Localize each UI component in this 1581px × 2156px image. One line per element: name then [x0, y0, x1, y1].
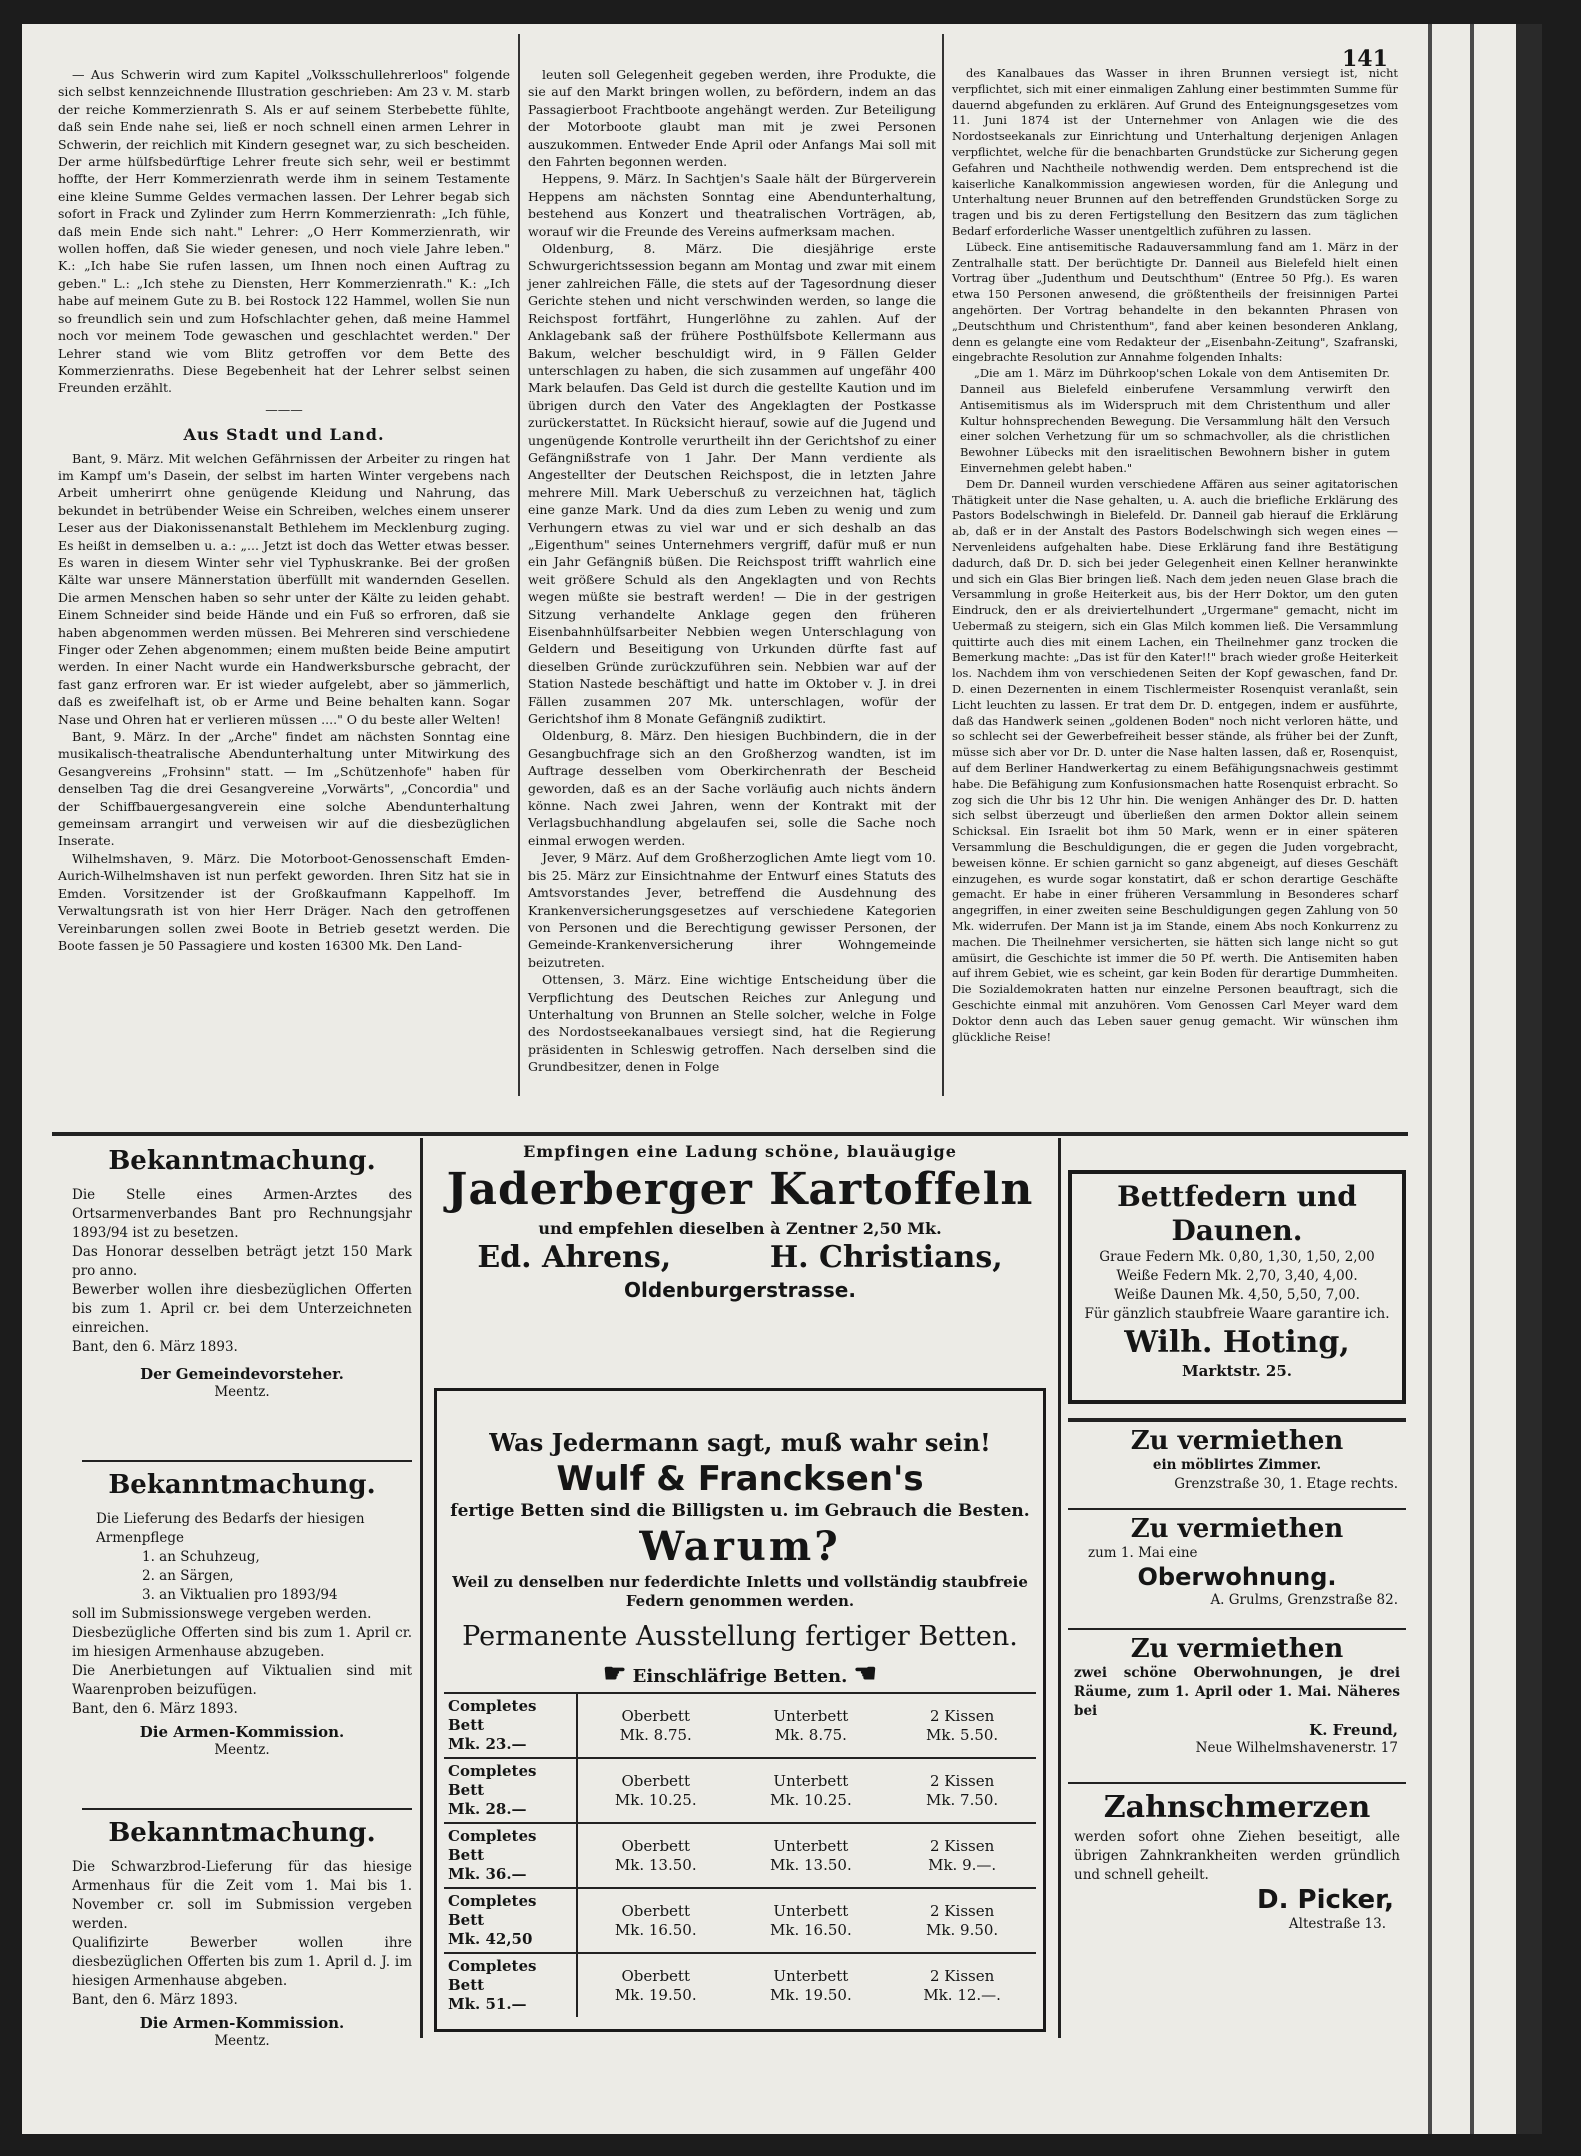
bed-set-cell-label: Completes Bett: [448, 1697, 537, 1734]
oberbett-cell: [577, 1693, 734, 1758]
unterbett-cell-price: Mk. 19.50.: [770, 1985, 852, 2004]
unterbett-cell: [734, 1693, 889, 1758]
unterbett-cell-label: Unterbett: [773, 1706, 849, 1725]
unterbett-cell: [734, 1953, 889, 2017]
ad-title: Zu vermiethen: [1130, 1634, 1344, 1664]
kissen-cell-label: 2 Kissen: [930, 1771, 995, 1790]
unterbett-cell-label: Unterbett: [773, 1901, 849, 1920]
ad-title: Zahnschmerzen: [1103, 1790, 1371, 1825]
ad-divider: [1068, 1418, 1406, 1422]
ad-text: Was Jedermann sagt, muß wahr sein!: [489, 1428, 991, 1457]
ad-title: Zu vermiethen: [1130, 1426, 1344, 1456]
article-bant-2: Bant, 9. März. In der „Arche" findet am nächsten Sonntag eine musikalisch-theatralische Abendunterhaltung unter Mitwirkung des Gesangvereins „Frohsinn" statt. — Im „Schützenhofe" haben für denselben Tag die drei Gesangvereine „Vorwärts", „Concordia" und der Schiffbauergesangverein eine solche Abendunterhaltung gemeinsam arrangirt und verweisen wir auf die diesbezüglichen Inserate.: [58, 729, 510, 849]
ad-list-item: 1. an Schuhzeug,: [142, 1549, 260, 1565]
unterbett-cell-price: Mk. 13.50.: [770, 1855, 852, 1874]
kissen-cell-price: Mk. 12.—.: [923, 1985, 1001, 2004]
unterbett-cell-label: Unterbett: [773, 1771, 849, 1790]
ad-divider: [82, 1808, 412, 1810]
bed-set-cell: [444, 1888, 577, 1953]
ad-divider: [1068, 1508, 1406, 1510]
bed-set-cell: [444, 1758, 577, 1823]
pointing-hand-right-icon: ☛: [603, 1659, 627, 1689]
ad-title: Bettfedern und Daunen.: [1117, 1180, 1357, 1247]
ad-text: werden sofort ohne Ziehen beseitigt, alle übrigen Zahnkrankheiten werden gründlich und schnell geheilt.: [1074, 1829, 1400, 1883]
bed-row: [444, 1758, 1036, 1823]
column-2: [528, 66, 936, 1076]
ad-headline: Jaderberger Kartoffeln: [446, 1164, 1034, 1215]
article-schwerin: — Aus Schwerin wird zum Kapitel „Volksschullehrerloos" folgende sich selbst kennzeichnende Illustration geschrieben: Am 23 v. M. starb der reiche Kommerzienrath S. Als er auf seinem Sterbebette fühlte, daß sein Ende nahe sei, ließ er noch schnell einen armen Lehrer in Schwerin, der reichlich mit Kindern gesegnet war, zu sich bescheiden. Der arme hülfsbedürftige Lehrer freute sich sehr, weil er bestimmt hoffte, der Herr Kommerzienrath werde ihm in seinem Testamente eine kleine Summe Geldes vermachen lassen. Der Lehrer begab sich sofort in Frack und Zylinder zum Herrn Kommerzienrath: „Ich fühle, daß mein Ende sich naht." Lehrer: „O Herr Kommerzienrath, wir wollen hoffen, daß Sie wieder genesen, und noch viele Jahre leben." K.: „Ich habe Sie rufen lassen, um Ihnen noch einen Auftrag zu geben." L.: „Ich stehe zu Diensten, Herr Kommerzienrath." K.: „Ich habe auf meinem Gute zu B. bei Rostock 122 Hammel, wollen Sie nun so freundlich sein und zum Hofschlachter gehen, daß meine Hammel noch vor meinem Tode gewaschen und geschlachtet werden." Der Lehrer stand wie vom Blitz getroffen vor dem Bette des Kommerzienraths. Diese Begebenheit hat der Lehrer selbst seinen Freunden erzählt.: [58, 67, 510, 396]
ad-text: Die Schwarzbrod-Lieferung für das hiesige Armenhaus für die Zeit vom 1. Mai bis 1. November cr. soll im Submission vergeben werden.: [72, 1859, 412, 1932]
ad-text: Für gänzlich staubfreie Waare garantire ich.: [1084, 1306, 1390, 1322]
bed-set-cell-label: Completes Bett: [448, 1762, 537, 1799]
oberbett-cell-price: Mk. 13.50.: [614, 1855, 697, 1874]
ad-text: Empfingen eine Ladung schöne, blauäugige: [523, 1142, 957, 1161]
unterbett-cell: [734, 1823, 889, 1888]
oberbett-cell: [577, 1953, 734, 2017]
oberbett-cell: [577, 1758, 734, 1823]
ad-street: Oldenburgerstrasse.: [624, 1278, 856, 1302]
oberbett-cell-label: Oberbett: [621, 1836, 690, 1855]
kissen-cell-label: 2 Kissen: [930, 1706, 995, 1725]
bed-set-cell-label: Completes Bett: [448, 1827, 537, 1864]
oberbett-cell-label: Oberbett: [621, 1966, 690, 1985]
ad-text: ein möblirtes Zimmer.: [1152, 1457, 1322, 1473]
ad-address: Grenzstraße 30, 1. Etage rechts.: [1174, 1476, 1398, 1492]
article-kanalbau: des Kanalbaues das Wasser in ihren Brunnen versiegt ist, nicht verpflichtet, sich mit einer einmaligen Zahlung einer bestimmten Summe für dauernd abgefunden zu erklären. Auf Grund des Enteignungsgesetzes vom 11. Juni 1874 ist der Unternehmer von Anlagen wie die des Nordostseekanals zur Einrichtung und Unterhaltung derjenigen Anlagen verpflichtet, welche für die benachbarten Grundstücke zur Sicherung gegen Gefahren und Nachtheile nothwendig werden. Dem entsprechend ist die kaiserliche Kanalkommission angewiesen worden, für die Anlegung und Unterhaltung neuer Brunnen auf den betreffenden Grundstücken Sorge zu tragen und bis zu deren Fertigstellung den Besitzern das zum täglichen Bedarf erforderliche Wasser unentgeltlich zuführen zu lassen.: [952, 66, 1398, 238]
article-oldenburg-1: Oldenburg, 8. März. Die diesjährige erste Schwurgerichtssession begann am Montag und zwar mit einem jener zahlreichen Fälle, die stets auf der Tagesordnung dieser Gerichte stehen und nicht verschwinden werden, so lange die Reichspost fortfährt, Hungerlöhne zu zahlen. Auf der Anklagebank saß der frühere Posthülfsbote Kellermann aus Bakum, welcher beschuldigt wird, in 9 Fällen Gelder unterschlagen zu haben, die sich zusammen auf ungefähr 400 Mark belaufen. Das Geld ist durch die gestellte Kaution und im übrigen durch den Vater des Angeklagten der Postkasse zurückerstattet. In Rücksicht hierauf, sowie auf die Jugend und ungenügende Kontrolle verurtheilt ihn der Gerichtshof zu einer Gefängnißstrafe von 1 Jahr. Der Mann verdiente als Angestellter der Deutschen Reichspost, die in letzten Jahre mehrere Mill. Mark Ueberschuß zu verzeichnen hat, täglich eine ganze Mark. Und da dies zum Leben zu wenig und zum Verhungern etwas zu viel war und er sich deshalb an das „Eigenthum" seines Unternehmers vergriff, dafür muß er nun ein Jahr Gefängniß büßen. Die Reichspost trifft wahrlich eine weit größere Schuld als den Angeklagten und von Rechts wegen müßte sie bestraft werden! — Die in der gestrigen Sitzung verhandelte Anklage gegen den früheren Eisenbahnhülfsarbeiter Nebbien wegen Unterschlagung von Geldern und Beseitigung von Urkunden dürfte fast auf dieselben Gründe zurückzuführen sein. Nebbien war auf der Station Nastede beschäftigt und hatte im Oktober v. J. in drei Fällen zusammen 207 Mk. unterschlagen, wofür der Gerichtshof ihm 8 Monate Gefängniß zudiktirt.: [528, 241, 936, 727]
column-rule: [942, 34, 944, 1096]
ad-title: Zu vermiethen: [1130, 1514, 1344, 1544]
ad-address: A. Grulms, Grenzstraße 82.: [1210, 1592, 1398, 1608]
oberbett-cell-price: Mk. 19.50.: [614, 1985, 697, 2004]
oberbett-cell-label: Oberbett: [621, 1901, 690, 1920]
ad-list-item: 3. an Viktualien pro 1893/94: [142, 1587, 338, 1603]
ad-name: Wilh. Hoting,: [1124, 1325, 1350, 1360]
ad-divider: [82, 1460, 412, 1462]
bed-set-cell-price: Mk. 23.—: [448, 1735, 527, 1753]
bed-row: [444, 1953, 1036, 2017]
merchant-name: Ed. Ahrens,: [477, 1240, 672, 1275]
unterbett-cell-price: Mk. 10.25.: [770, 1790, 852, 1809]
article-danneil: Dem Dr. Danneil wurden verschiedene Affären aus seiner agitatorischen Thätigkeit unter die Nase gehalten, u. A. auch die briefliche Erklärung des Pastors Bodelschwingh in Bielefeld. Dr. Danneil gab hierauf die Erklärung ab, daß er in der Anstalt des Pastors Bodelschwingh sich wegen eines — Nervenleidens aufgehalten habe. Diese Erklärung fand ihre Bestätigung dadurch, daß Dr. D. sich bei jeder Gelegenheit einen Kellner heranwinkte und sich ein Glas Bier bringen ließ. Nach dem jeden neuen Glase brach die Versammlung in große Heiterkeit aus, bis der Herr Doktor, um den guten Eindruck, den er als dreiviertelhundert „Urgermane" gemacht, nicht im Uebermaß zu steigern, sich ein Glas Milch kommen ließ. Die Versammlung quittirte auch dies mit einem Lachen, ein Theilnehmer ganz trocken die Bemerkung machte: „Das ist für den Kater!!" brach wieder große Heiterkeit los. Nachdem ihm von verschiedenen Seiten der Kopf gewaschen, fand Dr. D. einen Dezernenten in einem Tischlermeister Rosenquist veranlaßt, sein Licht leuchten zu lassen. Er trat dem Dr. D. entgegen, indem er ausführte, daß das Handwerk seinen „goldenen Boden" noch nicht verloren hätte, und so schlecht sei der Gewerbefreiheit besser stände, als früher bei der Zunft, müsse sich aber vor Dr. D. unter die Nase halten lassen, daß er, Rosenquist, auf dem Berliner Handwerkertag zu einem Befähigungsnachweis gestimmt habe. Die Befähigung zum Konfusionsmachen hatte Rosenquist erbracht. So zog sich die Uhr bis 12 Uhr hin. Die wenigen Anhänger des Dr. D. hatten sich selbst überzeugt und überließen den armen Doktor allein seinem Schicksal. Ein Israelit bot ihm 50 Mark, wenn er in einer späteren Versammlung die Beschuldigungen, die er gegen die Juden vorgebracht, beweisen könne. Er schien garnicht so ganz abgeneigt, auf dieses Geschäft einzugehen, es wurde sogar konstatirt, daß er schon derartige Geschäfte gemacht. Er habe in einer früheren Versammlung in Besonderes scharf angegriffen, in einer zweiten seine Beschuldigungen gegen Zahlung von 50 Mk. widerrufen. Der Mann ist ja im Stande, einem Abs noch Konkurrenz zu machen. Die Theilnehmer versicherten, sie hätten sich lange nicht so gut amüsirt, die Geschichte ist immer die 50 Pf. werth. Die Antisemiten haben auf ihrem Gebiet, wie es scheint, gar kein Boden für derartige Dummheiten. Die Sozialdemokraten hatten nur einzelne Personen beauftragt, sich die Geschichte einmal mit anzuhören. Vom Genossen Carl Meyer ward dem Doktor denn auch das Leben sauer genug gemacht. Wir wünschen ihm glückliche Reise!: [952, 476, 1398, 1044]
kissen-cell-label: 2 Kissen: [930, 1836, 995, 1855]
unterbett-cell-price: Mk. 8.75.: [774, 1725, 847, 1744]
ad-text: zwei schöne Oberwohnungen, je drei Räume, zum 1. April oder 1. Mai. Näheres bei: [1074, 1665, 1400, 1719]
oberbett-cell-label: Oberbett: [621, 1771, 690, 1790]
bed-set-cell-label: Completes Bett: [448, 1957, 537, 1994]
column-rule: [518, 34, 520, 1096]
resolution-quote: „Die am 1. März im Dührkoop'schen Lokale von dem Antisemiten Dr. Danneil aus Bielefeld einberufene Versammlung verwirft den Antisemitismus als im Widerspruch mit dem Christenthum und aller Kultur hohnsprechenden Bewegung. Die Versammlung hält den Versuch einer solchen Verhetzung für um so schmachvoller, als die christlichen Bewohner Lübecks mit den israelitischen Bewohnern bisher in gutem Einvernehmen gelebt haben.": [960, 366, 1390, 475]
article-bant-1: Bant, 9. März. Mit welchen Gefährnissen der Arbeiter zu ringen hat im Kampf um's Dasein, der selbst im harten Winter vergebens nach Arbeit umherirrt ohne genügende Kleidung und Nahrung, das bekundet in betrübender Weise ein Schreiben, welches einem unserer Leser aus der Diakonissenanstalt Bethlehem im Mecklenburg zuging. Es heißt in demselben u. a.: „... Jetzt ist doch das Wetter etwas besser. Es waren in diesem Winter sehr viel Typhuskranke. Bei der großen Kälte war unsere Männerstation überfüllt mit wandernden Gesellen. Die armen Menschen haben so sehr unter der Kälte zu leiden gehabt. Einem Schneider sind beide Hände und ein Fuß so erfroren, daß sie haben abgenommen werden müssen. Bei Mehreren sind verschiedene Finger oder Zehen abgenommen; einem mußten beide Beine amputirt werden. In einer Nacht wurde ein Handwerksbursche gebracht, der fast ganz erfroren war. Er ist wieder aufgelebt, aber so jämmerlich, daß es zweifelhaft ist, ob er Arme und Beine behalten kann. Sogar Nase und Ohren hat er verlieren müssen ...." O du beste aller Welten!: [58, 450, 510, 727]
ad-text: fertige Betten sind die Billigsten u. im Gebrauch die Besten.: [450, 1501, 1030, 1521]
separator: ———: [265, 401, 303, 417]
oberbett-cell-price: Mk. 16.50.: [614, 1920, 697, 1939]
article-landleute: leuten soll Gelegenheit gegeben werden, ihre Produkte, die sie auf den Markt bringen wollen, zu befördern, indem an das Passagierboot Frachtboote angehängt werden. Zur Beteiligung der Motorboote glaubt man mit je zwei Personen auszukommen. Entweder Ende April oder Anfangs Mai soll mit den Fahrten begonnen werden.: [528, 67, 936, 170]
ad-text: Diesbezügliche Offerten sind bis zum 1. April cr. im hiesigen Armenhause abzugeben.: [72, 1625, 412, 1660]
column-1: [58, 66, 510, 954]
bed-set-cell-price: Mk. 51.—: [448, 1995, 527, 2013]
ad-firm: Wulf & Francksen's: [556, 1459, 924, 1499]
ad-title: Bekanntmachung.: [108, 1470, 376, 1500]
ad-name: Meentz.: [214, 1384, 270, 1400]
ad-divider: [1068, 1782, 1406, 1784]
oberbett-cell: [577, 1888, 734, 1953]
ad-vermiethen-3: [1068, 1634, 1406, 1758]
ad-address: Altestraße 13.: [1288, 1916, 1386, 1932]
ad-title: Bekanntmachung.: [108, 1146, 376, 1176]
bed-row: [444, 1888, 1036, 1953]
ad-vermiethen-1: [1068, 1426, 1406, 1494]
ad-text: Weiße Daunen Mk. 4,50, 5,50, 7,00.: [1114, 1287, 1360, 1303]
binding-edge: [1516, 24, 1542, 2134]
ad-text: Die Stelle eines Armen-Arztes des Ortsarmenverbandes Bant pro Rechnungsjahr 1893/94 ist zu besetzen.: [72, 1187, 412, 1241]
ad-date: Bant, den 6. März 1893.: [72, 1339, 238, 1355]
newspaper-page: [22, 24, 1542, 2134]
ad-text: Die Anerbietungen auf Viktualien sind mit Waarenproben beizufügen.: [72, 1663, 412, 1698]
column-3: [952, 66, 1398, 1045]
article-oldenburg-2: Oldenburg, 8. März. Den hiesigen Buchbindern, die in der Gesangbuchfrage sich an den Großherzog wandten, ist im Auftrage desselben vom Oberkirchenrath der Bescheid geworden, daß es an der Sache vorläufig auch nichts ändern könne. Nach zwei Jahren, wenn der Kontrakt mit der Verlagsbuchhandlung abgelaufen sei, solle die Sache noch einmal erwogen werden.: [528, 728, 936, 848]
article-ottensen: Ottensen, 3. März. Eine wichtige Entscheidung über die Verpflichtung des Deutschen Reiches zur Anlegung und Unterhaltung von Brunnen an Stelle solcher, welche in Folge des Nordostseekanalbaues versiegt sind, hat die Regierung präsidenten in Schleswig getroffen. Nach derselben sind die Grundbesitzer, denen in Folge: [528, 972, 936, 1075]
pointing-hand-left-icon: ☚: [853, 1659, 877, 1689]
ad-signer: Die Armen-Kommission.: [139, 2014, 345, 2032]
article-wilhelmshaven: Wilhelmshaven, 9. März. Die Motorboot-Genossenschaft Emden-Aurich-Wilhelmshaven ist nun perfekt geworden. Ihren Sitz hat sie in Emden. Vorsitzender ist der Großkaufmann Kappelhoff. Im Verwaltungsrath ist von hier Herr Dräger. Nach den getroffenen Vereinbarungen sollen zwei Boote in Betrieb gesetzt werden. Die Boote fassen je 50 Passagiere und kosten 16300 Mk. Den Land-: [58, 850, 510, 953]
ad-divider: [1068, 1628, 1406, 1630]
merchant-name: H. Christians,: [769, 1240, 1003, 1275]
kissen-cell-label: 2 Kissen: [930, 1966, 995, 1985]
ad-text: Graue Federn Mk. 0,80, 1,30, 1,50, 2,00: [1099, 1249, 1375, 1265]
ad-address: Marktstr. 25.: [1182, 1362, 1292, 1380]
ad-signer: Die Armen-Kommission.: [139, 1723, 345, 1741]
bed-set-cell: [444, 1693, 577, 1758]
kissen-cell-price: Mk. 5.50.: [926, 1725, 999, 1744]
oberbett-cell: [577, 1823, 734, 1888]
bed-row: [444, 1823, 1036, 1888]
unterbett-cell-label: Unterbett: [773, 1836, 849, 1855]
kissen-cell: [888, 1823, 1036, 1888]
section-title: Aus Stadt und Land.: [183, 425, 385, 445]
bed-set-cell-price: Mk. 36.—: [448, 1865, 527, 1883]
subheader-text: Einschläfrige Betten.: [632, 1666, 848, 1687]
page-edge-line: [1470, 24, 1474, 2134]
ad-bekanntmachung-2: [72, 1470, 412, 1760]
bed-set-cell-price: Mk. 28.—: [448, 1800, 527, 1818]
ad-bekanntmachung-1: [72, 1146, 412, 1402]
bed-set-cell: [444, 1953, 577, 2017]
kissen-cell: [888, 1693, 1036, 1758]
bed-price-table: [444, 1692, 1036, 2017]
kissen-cell-price: Mk. 9.50.: [926, 1920, 999, 1939]
ad-headline: Oberwohnung.: [1137, 1563, 1337, 1591]
ad-list-item: 2. an Särgen,: [142, 1568, 234, 1584]
ad-vermiethen-2: [1068, 1514, 1406, 1610]
bed-set-cell-price: Mk. 42,50: [448, 1930, 533, 1948]
bed-row: [444, 1693, 1036, 1758]
ad-text: zum 1. Mai eine: [1088, 1545, 1198, 1561]
ad-wulf-francksen: [444, 1428, 1036, 2017]
kissen-cell-price: Mk. 9.—.: [928, 1855, 997, 1874]
ad-text: Qualifizirte Bewerber wollen ihre diesbezüglichen Offerten bis zum 1. April d. J. im hiesigen Armenhause abgeben.: [72, 1935, 412, 1989]
ad-name: Meentz.: [214, 1742, 270, 1758]
ad-name: K. Freund,: [1309, 1721, 1398, 1739]
ad-text: soll im Submissionswege vergeben werden.: [72, 1606, 372, 1622]
article-heppens: Heppens, 9. März. In Sachtjen's Saale hält der Bürgerverein Heppens am nächsten Sonntag eine Abendunterhaltung, bestehend aus Konzert und theatralischen Vorträgen, ab, worauf wir die Freunde des Vereins aufmerksam machen.: [528, 171, 936, 239]
oberbett-cell-price: Mk. 10.25.: [614, 1790, 697, 1809]
oberbett-cell-label: Oberbett: [621, 1706, 690, 1725]
ad-merchants: [428, 1238, 1052, 1278]
bed-set-cell-label: Completes Bett: [448, 1892, 537, 1929]
kissen-cell-label: 2 Kissen: [930, 1901, 995, 1920]
ad-text: Das Honorar desselben beträgt jetzt 150 Mark pro anno.: [72, 1244, 412, 1279]
article-jever: Jever, 9 März. Auf dem Großherzoglichen Amte liegt vom 10. bis 25. März zur Einsichtnahme der Entwurf eines Statuts des Amtsvorstandes Jever, betreffend die Ausdehnung des Krankenversicherungsgesetzes auf verschiedene Kategorien von Personen und die Berechtigung gewisser Personen, der Gemeinde-Krankenversicherung ihrer Wohngemeinde beizutreten.: [528, 850, 936, 970]
kissen-cell: [888, 1953, 1036, 2017]
bed-set-cell: [444, 1823, 577, 1888]
kissen-cell: [888, 1758, 1036, 1823]
ad-headline: Warum?: [639, 1523, 841, 1570]
ad-text: und empfehlen dieselben à Zentner 2,50 Mk.: [538, 1219, 942, 1238]
ad-text: Die Lieferung des Bedarfs der hiesigen Armenpflege: [96, 1511, 365, 1546]
unterbett-cell: [734, 1758, 889, 1823]
kissen-cell: [888, 1888, 1036, 1953]
ad-zahnschmerzen: [1068, 1788, 1406, 1934]
unterbett-cell-label: Unterbett: [773, 1966, 849, 1985]
ad-date: Bant, den 6. März 1893.: [72, 1992, 238, 2008]
ad-name: D. Picker,: [1257, 1885, 1394, 1915]
ad-bekanntmachung-3: [72, 1818, 412, 2051]
ad-title: Bekanntmachung.: [108, 1818, 376, 1848]
unterbett-cell-price: Mk. 16.50.: [770, 1920, 852, 1939]
unterbett-cell: [734, 1888, 889, 1953]
ad-address: Neue Wilhelmshavenerstr. 17: [1195, 1740, 1398, 1756]
section-rule: [52, 1132, 1408, 1136]
oberbett-cell-price: Mk. 8.75.: [619, 1725, 692, 1744]
page-number: 141: [1342, 46, 1388, 72]
ad-text: Weiße Federn Mk. 2,70, 3,40, 4,00.: [1116, 1268, 1358, 1284]
ad-text: Permanente Ausstellung fertiger Betten.: [462, 1621, 1018, 1652]
ad-column-rule: [1058, 1138, 1061, 2038]
article-luebeck: Lübeck. Eine antisemitische Radauversammlung fand am 1. März in der Zentralhalle statt. Der berüchtigte Dr. Danneil aus Bielefeld hielt einen Vortrag über „Judenthum und Deutschthum" (Entree 50 Pfg.). Es waren etwa 150 Personen anwesend, die größtentheils der freisinnigen Partei angehörten. Der Vortrag behandelte in den bekannten Phrasen von „Deutschthum und Christenthum", fand aber keinen besonderen Anklang, denn es gelangte eine vom Redakteur der „Eisenbahn-Zeitung", Szafranski, eingebrachte Resolution zur Annahme folgenden Inhalts:: [952, 239, 1398, 365]
page-edge-line: [1428, 24, 1432, 2134]
ad-text: Bewerber wollen ihre diesbezüglichen Offerten bis zum 1. April cr. bei dem Unterzeichneten einreichen.: [72, 1282, 412, 1336]
ad-bettfedern: [1078, 1180, 1396, 1380]
ad-text: Weil zu denselben nur federdichte Inletts und vollständig staubfreie Federn genommen werden.: [452, 1573, 1028, 1610]
ad-date: Bant, den 6. März 1893.: [72, 1701, 238, 1717]
ad-subheader: [444, 1659, 1036, 1692]
ad-kartoffeln: [428, 1142, 1052, 1302]
ad-name: Meentz.: [214, 2033, 270, 2049]
kissen-cell-price: Mk. 7.50.: [926, 1790, 999, 1809]
ad-signer: Der Gemeindevorsteher.: [140, 1365, 344, 1383]
ad-column-rule: [420, 1138, 423, 2038]
